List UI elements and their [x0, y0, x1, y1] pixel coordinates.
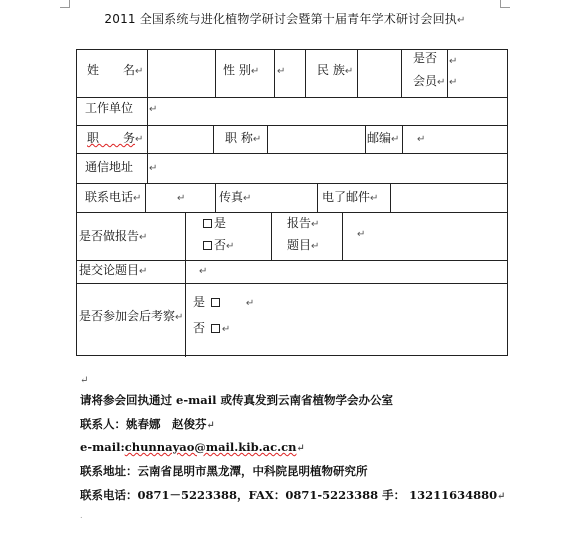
excursion-no-option[interactable]: 否 ↵	[193, 321, 231, 335]
empty-paragraph: ↵	[80, 375, 89, 386]
address-label: 通信地址	[85, 160, 134, 174]
contact-persons: 联系人：姚春娜 赵俊芬↵	[80, 417, 215, 431]
table-rule	[77, 260, 507, 261]
member-label: 会员↵	[413, 74, 446, 88]
page-corner-mark	[60, 0, 70, 8]
workplace-label: 工作单位	[85, 101, 134, 115]
paper-title-label: 提交论题目↵	[79, 263, 148, 277]
gender-value[interactable]: ↵	[277, 66, 286, 77]
page-corner-mark	[500, 0, 510, 8]
table-rule	[77, 212, 507, 213]
contact-address: 联系地址：云南省昆明市黑龙潭，中科院昆明植物研究所	[80, 464, 368, 478]
table-rule	[215, 183, 216, 212]
position-label: 职 务↵	[87, 131, 144, 145]
table-rule	[305, 50, 306, 97]
contact-email[interactable]: e-mail:chunnayao@mail.kib.ac.cn↵	[80, 440, 305, 454]
table-rule	[147, 153, 148, 183]
address-value[interactable]: ↵	[149, 163, 158, 174]
table-rule	[145, 183, 146, 212]
table-rule	[185, 212, 186, 260]
table-rule	[317, 183, 318, 212]
table-rule	[271, 212, 272, 260]
checkbox-icon[interactable]	[211, 324, 220, 333]
report-title-label: 报告↵	[287, 216, 320, 230]
email-field-label: 电了邮件↵	[322, 190, 379, 204]
postcode-value[interactable]: ↵	[417, 134, 426, 145]
report-label: 是否做报告↵	[79, 229, 148, 243]
submission-note: 请将参会回执通过 e-mail 或传真发到云南省植物学会办公室	[80, 393, 393, 407]
checkbox-icon[interactable]	[203, 241, 212, 250]
table-rule	[447, 50, 448, 97]
paragraph-mark: .	[80, 511, 83, 520]
report-no-option[interactable]: 否↵	[201, 238, 234, 254]
report-yes-option[interactable]: 是	[201, 216, 226, 230]
table-rule	[147, 125, 148, 153]
member-label: 是否	[413, 51, 438, 65]
table-rule	[357, 50, 358, 97]
table-rule	[215, 50, 216, 97]
ethnicity-label: 民 族↵	[317, 63, 354, 77]
phone-label: 联系电话↵	[85, 190, 142, 204]
table-rule	[401, 50, 402, 97]
table-rule	[274, 50, 275, 97]
document-title: 2011 全国系统与进化植物学研讨会暨第十届青年学术研讨会回执↵	[104, 12, 466, 26]
registration-form-table	[76, 49, 508, 356]
table-rule	[402, 125, 403, 153]
table-rule	[365, 125, 366, 153]
checkbox-icon[interactable]	[211, 298, 220, 307]
name-label: 姓 名↵	[87, 63, 144, 77]
paper-title-value[interactable]: ↵	[199, 266, 208, 277]
workplace-value[interactable]: ↵	[149, 104, 158, 115]
table-rule	[147, 97, 148, 125]
table-rule	[390, 183, 391, 212]
gender-label: 性 别↵	[223, 63, 260, 77]
member-value[interactable]: ↵	[449, 56, 458, 67]
table-rule	[185, 260, 186, 357]
phone-value[interactable]: ↵	[177, 193, 186, 204]
table-rule	[77, 153, 507, 154]
excursion-yes-option[interactable]: 是 ↵	[193, 295, 255, 309]
table-rule	[77, 125, 507, 126]
fax-label: 传真↵	[219, 190, 252, 204]
table-rule	[213, 125, 214, 153]
table-rule	[77, 283, 507, 284]
report-title-label: 题目↵	[287, 238, 320, 252]
postcode-label: 邮编↵	[367, 131, 400, 145]
table-rule	[77, 183, 507, 184]
job-title-label: 职 称↵	[225, 131, 262, 145]
table-rule	[147, 50, 148, 97]
table-rule	[267, 125, 268, 153]
report-title-value[interactable]: ↵	[357, 229, 366, 240]
contact-phone: 联系电话：0871－5223388，FAX：0871-5223388 手： 13211634880↵	[80, 488, 506, 502]
member-value[interactable]: ↵	[449, 77, 458, 88]
table-rule	[77, 97, 507, 98]
checkbox-icon[interactable]	[203, 219, 212, 228]
excursion-label: 是否参加会后考察↵	[79, 309, 184, 323]
table-rule	[342, 212, 343, 260]
